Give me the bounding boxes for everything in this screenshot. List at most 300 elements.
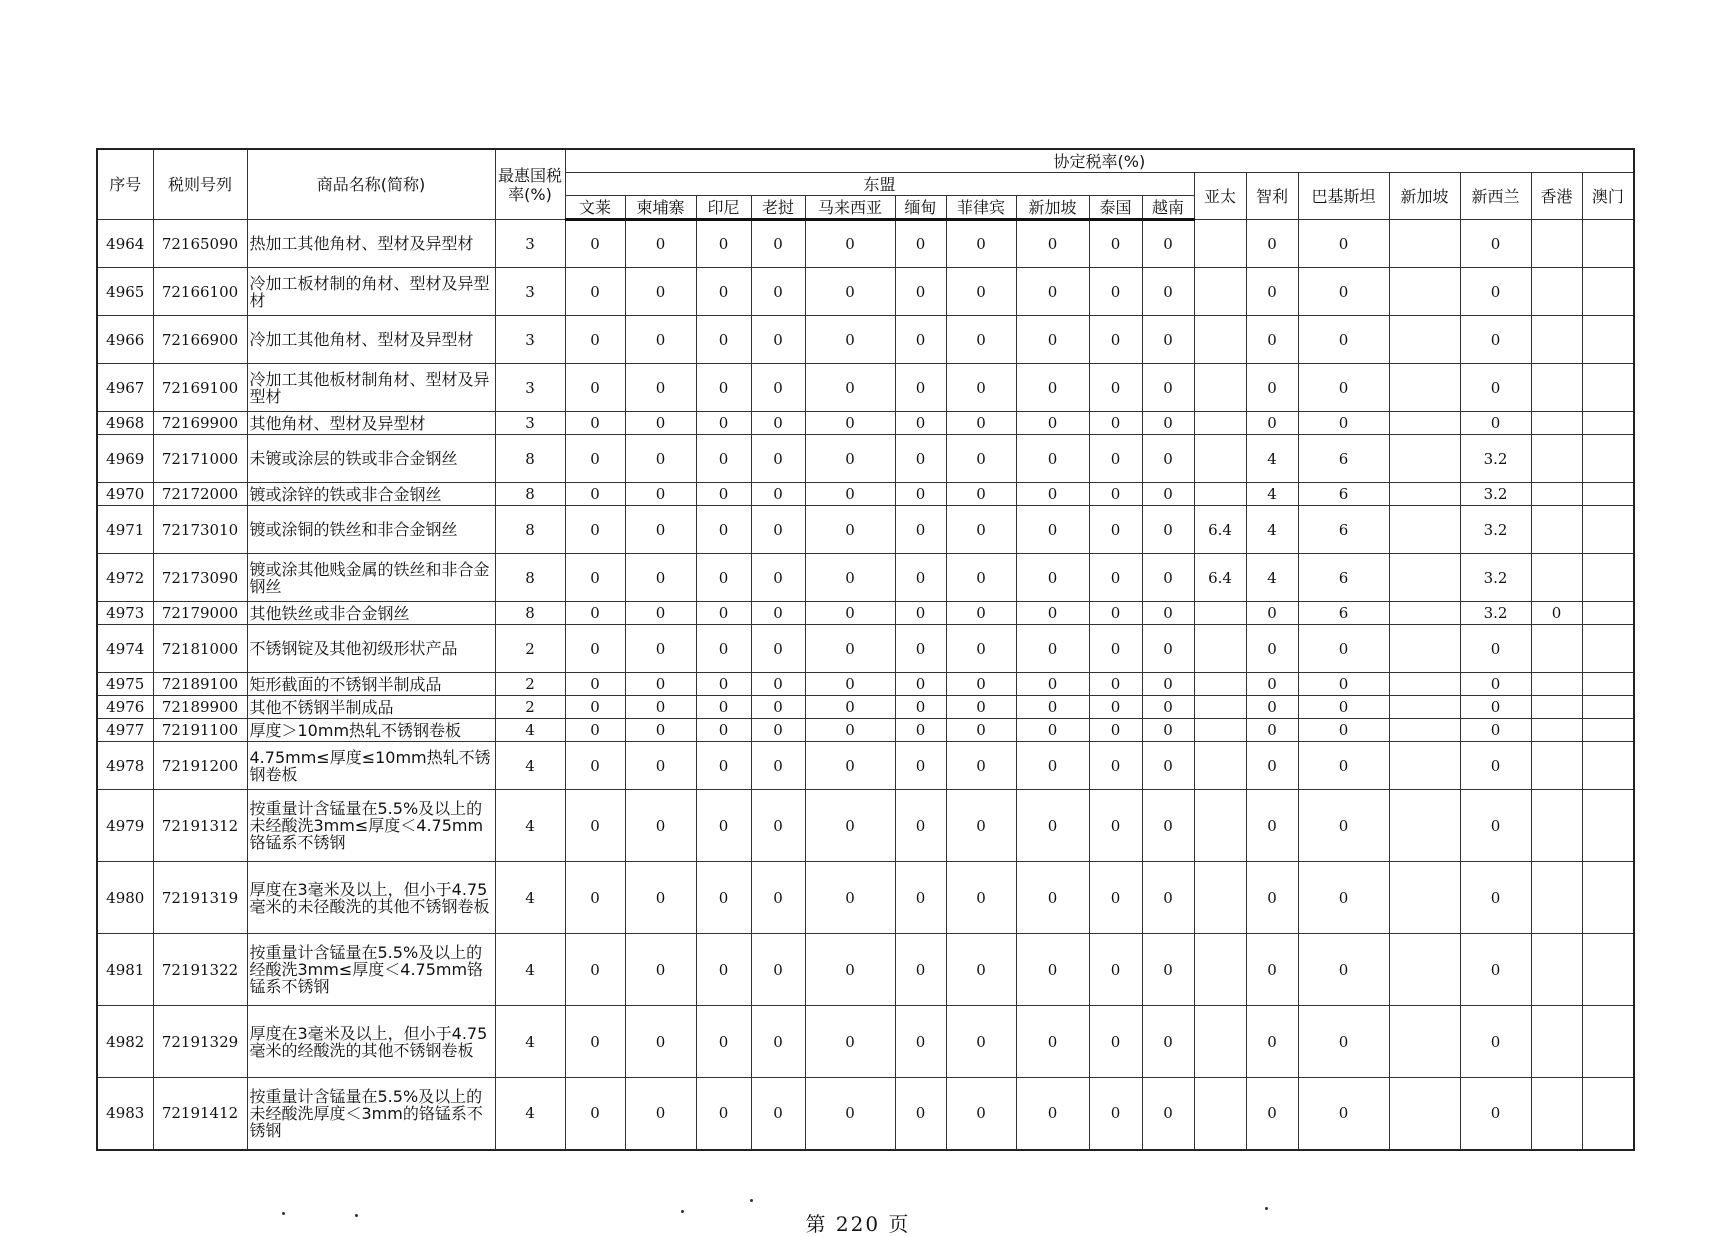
agreement-rate-cell: 3.2 (1460, 483, 1531, 506)
agreement-rate-cell: 4 (1246, 554, 1298, 602)
agreement-rate-cell: 0 (625, 934, 696, 1006)
product-name-cell: 不锈钢锭及其他初级形状产品 (247, 625, 495, 673)
agreement-rate-cell: 0 (1089, 268, 1142, 316)
tariff-code-cell: 72191329 (153, 1006, 247, 1078)
agreement-rate-cell: 0 (751, 602, 805, 625)
agreement-rate-cell: 3.2 (1460, 435, 1531, 483)
header-country: 菲律宾 (946, 196, 1016, 220)
agreement-rate-cell: 0 (1016, 506, 1089, 554)
agreement-rate-cell: 0 (1089, 602, 1142, 625)
agreement-rate-cell: 0 (1016, 602, 1089, 625)
agreement-rate-cell: 0 (696, 483, 751, 506)
agreement-rate-cell: 0 (946, 673, 1016, 696)
agreement-rate-cell: 0 (895, 483, 946, 506)
agreement-rate-cell (1582, 862, 1634, 934)
agreement-rate-cell: 0 (625, 554, 696, 602)
mfn-rate-cell: 4 (495, 790, 565, 862)
tariff-code-cell: 72166100 (153, 268, 247, 316)
scan-speck (750, 1199, 753, 1202)
agreement-rate-cell: 6.4 (1194, 506, 1246, 554)
seq-cell: 4969 (97, 435, 153, 483)
agreement-rate-cell: 0 (805, 790, 895, 862)
agreement-rate-cell: 0 (1246, 220, 1298, 268)
agreement-rate-cell: 0 (805, 719, 895, 742)
agreement-rate-cell: 0 (895, 364, 946, 412)
header-country: 马来西亚 (805, 196, 895, 220)
agreement-rate-cell: 0 (1460, 268, 1531, 316)
agreement-rate-cell: 0 (625, 220, 696, 268)
header-seq: 序号 (97, 149, 153, 220)
agreement-rate-cell: 4 (1246, 483, 1298, 506)
agreement-rate-cell: 0 (895, 316, 946, 364)
agreement-rate-cell: 0 (625, 268, 696, 316)
agreement-rate-cell: 0 (1460, 790, 1531, 862)
header-country: 越南 (1142, 196, 1194, 220)
agreement-rate-cell: 6 (1298, 554, 1389, 602)
mfn-rate-cell: 8 (495, 602, 565, 625)
agreement-rate-cell: 0 (625, 435, 696, 483)
seq-cell: 4965 (97, 268, 153, 316)
agreement-rate-cell: 0 (1460, 625, 1531, 673)
tariff-code-cell: 72172000 (153, 483, 247, 506)
agreement-rate-cell: 0 (1142, 719, 1194, 742)
agreement-rate-cell: 0 (696, 268, 751, 316)
agreement-rate-cell: 0 (565, 625, 625, 673)
agreement-rate-cell: 0 (895, 506, 946, 554)
agreement-rate-cell: 0 (1016, 220, 1089, 268)
agreement-rate-cell (1582, 790, 1634, 862)
agreement-rate-cell: 0 (696, 790, 751, 862)
agreement-rate-cell (1582, 483, 1634, 506)
product-name-cell: 4.75mm≤厚度≤10mm热轧不锈钢卷板 (247, 742, 495, 790)
tariff-code-cell: 72191322 (153, 934, 247, 1006)
agreement-rate-cell (1531, 862, 1582, 934)
agreement-rate-cell: 0 (805, 483, 895, 506)
header-country: 老挝 (751, 196, 805, 220)
agreement-rate-cell: 0 (1142, 742, 1194, 790)
agreement-rate-cell: 0 (565, 506, 625, 554)
agreement-rate-cell: 0 (1246, 364, 1298, 412)
agreement-rate-cell: 0 (1089, 435, 1142, 483)
agreement-rate-cell (1531, 506, 1582, 554)
agreement-rate-cell: 0 (805, 220, 895, 268)
agreement-rate-cell: 0 (1246, 719, 1298, 742)
agreement-rate-cell (1531, 742, 1582, 790)
agreement-rate-cell: 0 (1016, 625, 1089, 673)
agreement-rate-cell: 0 (1142, 934, 1194, 1006)
agreement-rate-cell: 0 (1298, 673, 1389, 696)
agreement-rate-cell: 0 (1298, 412, 1389, 435)
agreement-rate-cell (1194, 673, 1246, 696)
agreement-rate-cell: 0 (1298, 268, 1389, 316)
mfn-rate-cell: 2 (495, 696, 565, 719)
agreement-rate-cell: 0 (1089, 696, 1142, 719)
table-row (97, 268, 1634, 316)
agreement-rate-cell: 0 (1089, 673, 1142, 696)
product-name-cell: 其他铁丝或非合金钢丝 (247, 602, 495, 625)
agreement-rate-cell: 0 (805, 934, 895, 1006)
agreement-rate-cell (1194, 412, 1246, 435)
agreement-rate-cell: 0 (565, 316, 625, 364)
agreement-rate-cell (1582, 934, 1634, 1006)
agreement-rate-cell: 0 (805, 554, 895, 602)
agreement-rate-cell: 0 (946, 719, 1016, 742)
agreement-rate-cell (1582, 364, 1634, 412)
agreement-rate-cell: 0 (751, 625, 805, 673)
agreement-rate-cell: 0 (565, 696, 625, 719)
agreement-rate-cell (1194, 1006, 1246, 1078)
product-name-cell: 镀或涂铜的铁丝和非合金钢丝 (247, 506, 495, 554)
agreement-rate-cell: 0 (1298, 719, 1389, 742)
agreement-rate-cell: 0 (696, 625, 751, 673)
agreement-rate-cell: 0 (696, 673, 751, 696)
agreement-rate-cell (1582, 602, 1634, 625)
agreement-rate-cell (1194, 790, 1246, 862)
product-name-cell: 其他角材、型材及异型材 (247, 412, 495, 435)
agreement-rate-cell (1194, 316, 1246, 364)
agreement-rate-cell: 0 (565, 862, 625, 934)
table-row (97, 742, 1634, 790)
agreement-rate-cell (1582, 412, 1634, 435)
agreement-rate-cell: 0 (751, 435, 805, 483)
agreement-rate-cell: 0 (805, 673, 895, 696)
header-country: 新加坡 (1389, 173, 1460, 220)
header-product-name: 商品名称(简称) (247, 149, 495, 220)
agreement-rate-cell (1531, 625, 1582, 673)
agreement-rate-cell: 0 (1089, 934, 1142, 1006)
agreement-rate-cell: 0 (1142, 268, 1194, 316)
agreement-rate-cell: 0 (565, 364, 625, 412)
agreement-rate-cell: 0 (1246, 934, 1298, 1006)
header-country: 泰国 (1089, 196, 1142, 220)
agreement-rate-cell: 0 (565, 673, 625, 696)
agreement-rate-cell (1582, 742, 1634, 790)
header-country: 亚太 (1194, 173, 1246, 220)
tariff-code-cell: 72169900 (153, 412, 247, 435)
agreement-rate-cell: 0 (1142, 602, 1194, 625)
seq-cell: 4971 (97, 506, 153, 554)
seq-cell: 4980 (97, 862, 153, 934)
tariff-code-cell: 72189100 (153, 673, 247, 696)
agreement-rate-cell: 0 (1142, 483, 1194, 506)
tariff-code-cell: 72166900 (153, 316, 247, 364)
product-name-cell: 矩形截面的不锈钢半制成品 (247, 673, 495, 696)
agreement-rate-cell: 0 (565, 934, 625, 1006)
agreement-rate-cell: 0 (1460, 364, 1531, 412)
agreement-rate-cell: 0 (1089, 625, 1142, 673)
agreement-rate-cell (1531, 483, 1582, 506)
agreement-rate-cell: 6 (1298, 506, 1389, 554)
product-name-cell: 热加工其他角材、型材及异型材 (247, 220, 495, 268)
agreement-rate-cell (1389, 602, 1460, 625)
product-name-cell: 厚度在3毫米及以上，但小于4.75毫米的未径酸洗的其他不锈钢卷板 (247, 862, 495, 934)
agreement-rate-cell: 0 (1460, 719, 1531, 742)
tariff-code-cell: 72171000 (153, 435, 247, 483)
agreement-rate-cell: 0 (1246, 790, 1298, 862)
header-mfn-rate: 最惠国税率(%) (495, 149, 565, 220)
agreement-rate-cell: 0 (625, 506, 696, 554)
agreement-rate-cell: 0 (1016, 1006, 1089, 1078)
agreement-rate-cell: 0 (565, 268, 625, 316)
agreement-rate-cell: 0 (1246, 696, 1298, 719)
mfn-rate-cell: 3 (495, 364, 565, 412)
agreement-rate-cell (1389, 625, 1460, 673)
mfn-rate-cell: 4 (495, 719, 565, 742)
agreement-rate-cell: 0 (625, 1006, 696, 1078)
agreement-rate-cell: 0 (1298, 1006, 1389, 1078)
agreement-rate-cell: 0 (1016, 412, 1089, 435)
agreement-rate-cell: 0 (1016, 483, 1089, 506)
mfn-rate-cell: 4 (495, 1006, 565, 1078)
agreement-rate-cell (1389, 934, 1460, 1006)
agreement-rate-cell: 0 (1016, 268, 1089, 316)
agreement-rate-cell (1389, 1006, 1460, 1078)
table-row (97, 1078, 1634, 1150)
seq-cell: 4968 (97, 412, 153, 435)
agreement-rate-cell (1531, 220, 1582, 268)
agreement-rate-cell: 0 (1142, 696, 1194, 719)
agreement-rate-cell (1389, 696, 1460, 719)
mfn-rate-cell: 4 (495, 1078, 565, 1150)
agreement-rate-cell: 6 (1298, 435, 1389, 483)
agreement-rate-cell: 0 (946, 1006, 1016, 1078)
agreement-rate-cell: 0 (751, 220, 805, 268)
agreement-rate-cell (1194, 696, 1246, 719)
agreement-rate-cell (1194, 742, 1246, 790)
table-row (97, 719, 1634, 742)
agreement-rate-cell: 0 (1089, 483, 1142, 506)
agreement-rate-cell: 0 (805, 602, 895, 625)
agreement-rate-cell: 0 (696, 719, 751, 742)
agreement-rate-cell (1582, 625, 1634, 673)
agreement-rate-cell: 0 (625, 673, 696, 696)
product-name-cell: 未镀或涂层的铁或非合金钢丝 (247, 435, 495, 483)
agreement-rate-cell: 0 (895, 1006, 946, 1078)
agreement-rate-cell: 0 (1298, 790, 1389, 862)
agreement-rate-cell (1389, 364, 1460, 412)
agreement-rate-cell: 0 (805, 625, 895, 673)
agreement-rate-cell: 0 (1460, 673, 1531, 696)
agreement-rate-cell: 0 (1016, 554, 1089, 602)
agreement-rate-cell: 0 (895, 1078, 946, 1150)
agreement-rate-cell (1194, 602, 1246, 625)
agreement-rate-cell: 0 (946, 483, 1016, 506)
seq-cell: 4978 (97, 742, 153, 790)
agreement-rate-cell: 0 (1246, 268, 1298, 316)
agreement-rate-cell: 0 (565, 483, 625, 506)
mfn-rate-cell: 3 (495, 412, 565, 435)
tariff-code-cell: 72173090 (153, 554, 247, 602)
agreement-rate-cell: 0 (895, 862, 946, 934)
product-name-cell: 厚度＞10mm热轧不锈钢卷板 (247, 719, 495, 742)
agreement-rate-cell: 0 (751, 554, 805, 602)
agreement-rate-cell (1389, 719, 1460, 742)
agreement-rate-cell: 0 (1016, 862, 1089, 934)
agreement-rate-cell (1389, 412, 1460, 435)
agreement-rate-cell: 0 (1142, 790, 1194, 862)
agreement-rate-cell (1194, 625, 1246, 673)
table-row (97, 220, 1634, 268)
agreement-rate-cell: 0 (1089, 554, 1142, 602)
agreement-rate-cell: 0 (751, 742, 805, 790)
agreement-rate-cell: 0 (625, 719, 696, 742)
agreement-rate-cell: 0 (895, 742, 946, 790)
agreement-rate-cell: 0 (946, 506, 1016, 554)
agreement-rate-cell: 0 (1298, 862, 1389, 934)
agreement-rate-cell (1531, 790, 1582, 862)
table-row (97, 625, 1634, 673)
agreement-rate-cell: 0 (895, 673, 946, 696)
agreement-rate-cell: 3.2 (1460, 554, 1531, 602)
agreement-rate-cell: 0 (1089, 1006, 1142, 1078)
agreement-rate-cell: 0 (625, 742, 696, 790)
agreement-rate-cell (1531, 1006, 1582, 1078)
agreement-rate-cell: 0 (1298, 934, 1389, 1006)
agreement-rate-cell (1582, 554, 1634, 602)
agreement-rate-cell: 3.2 (1460, 506, 1531, 554)
agreement-rate-cell: 0 (1142, 625, 1194, 673)
table-row (97, 412, 1634, 435)
agreement-rate-cell: 0 (1460, 1078, 1531, 1150)
agreement-rate-cell (1389, 1078, 1460, 1150)
agreement-rate-cell (1194, 364, 1246, 412)
agreement-rate-cell: 0 (1089, 220, 1142, 268)
agreement-rate-cell (1389, 673, 1460, 696)
agreement-rate-cell: 0 (1298, 316, 1389, 364)
scan-speck (681, 1210, 684, 1213)
seq-cell: 4967 (97, 364, 153, 412)
agreement-rate-cell: 0 (625, 790, 696, 862)
agreement-rate-cell: 0 (565, 220, 625, 268)
agreement-rate-cell: 0 (751, 316, 805, 364)
agreement-rate-cell (1531, 673, 1582, 696)
tariff-code-cell: 72179000 (153, 602, 247, 625)
agreement-rate-cell: 0 (1246, 1078, 1298, 1150)
header-country: 缅甸 (895, 196, 946, 220)
agreement-rate-cell: 0 (805, 412, 895, 435)
agreement-rate-cell (1389, 742, 1460, 790)
agreement-rate-cell: 0 (696, 1078, 751, 1150)
agreement-rate-cell (1194, 435, 1246, 483)
agreement-rate-cell: 0 (696, 220, 751, 268)
agreement-rate-cell: 0 (946, 220, 1016, 268)
table-body (97, 220, 1634, 1150)
mfn-rate-cell: 8 (495, 554, 565, 602)
agreement-rate-cell: 4 (1246, 506, 1298, 554)
agreement-rate-cell: 4 (1246, 435, 1298, 483)
agreement-rate-cell (1531, 316, 1582, 364)
agreement-rate-cell: 6 (1298, 483, 1389, 506)
mfn-rate-cell: 2 (495, 673, 565, 696)
agreement-rate-cell: 0 (751, 1078, 805, 1150)
agreement-rate-cell: 0 (625, 364, 696, 412)
mfn-rate-cell: 4 (495, 934, 565, 1006)
agreement-rate-cell (1531, 412, 1582, 435)
agreement-rate-cell: 0 (565, 1078, 625, 1150)
agreement-rate-cell: 0 (895, 435, 946, 483)
agreement-rate-cell (1582, 673, 1634, 696)
mfn-rate-cell: 4 (495, 862, 565, 934)
table-row (97, 696, 1634, 719)
agreement-rate-cell: 0 (565, 602, 625, 625)
tariff-code-cell: 72173010 (153, 506, 247, 554)
agreement-rate-cell: 0 (1016, 934, 1089, 1006)
tariff-code-cell: 72189900 (153, 696, 247, 719)
seq-cell: 4970 (97, 483, 153, 506)
agreement-rate-cell (1531, 1078, 1582, 1150)
agreement-rate-cell: 0 (696, 862, 751, 934)
tariff-code-cell: 72191412 (153, 1078, 247, 1150)
agreement-rate-cell: 0 (805, 742, 895, 790)
agreement-rate-cell: 0 (565, 1006, 625, 1078)
table-row (97, 790, 1634, 862)
agreement-rate-cell: 0 (805, 268, 895, 316)
seq-cell: 4975 (97, 673, 153, 696)
agreement-rate-cell (1389, 554, 1460, 602)
agreement-rate-cell (1531, 934, 1582, 1006)
agreement-rate-cell (1582, 220, 1634, 268)
table-row (97, 602, 1634, 625)
agreement-rate-cell: 0 (1089, 506, 1142, 554)
agreement-rate-cell: 0 (625, 483, 696, 506)
agreement-rate-cell: 0 (946, 696, 1016, 719)
header-country: 智利 (1246, 173, 1298, 220)
mfn-rate-cell: 4 (495, 742, 565, 790)
agreement-rate-cell: 0 (751, 696, 805, 719)
agreement-rate-cell: 0 (895, 719, 946, 742)
agreement-rate-cell (1531, 364, 1582, 412)
agreement-rate-cell: 0 (1246, 412, 1298, 435)
table-row (97, 673, 1634, 696)
seq-cell: 4973 (97, 602, 153, 625)
agreement-rate-cell: 0 (565, 412, 625, 435)
agreement-rate-cell: 0 (696, 742, 751, 790)
product-name-cell: 厚度在3毫米及以上，但小于4.75毫米的经酸洗的其他不锈钢卷板 (247, 1006, 495, 1078)
agreement-rate-cell: 0 (1460, 862, 1531, 934)
agreement-rate-cell (1389, 316, 1460, 364)
table-row (97, 435, 1634, 483)
agreement-rate-cell: 0 (805, 1006, 895, 1078)
agreement-rate-cell: 0 (696, 435, 751, 483)
agreement-rate-cell: 0 (1089, 742, 1142, 790)
seq-cell: 4979 (97, 790, 153, 862)
agreement-rate-cell: 0 (895, 412, 946, 435)
agreement-rate-cell: 0 (1460, 696, 1531, 719)
agreement-rate-cell: 0 (1460, 412, 1531, 435)
header-country: 文莱 (565, 196, 625, 220)
agreement-rate-cell: 0 (1298, 696, 1389, 719)
agreement-rate-cell: 0 (895, 696, 946, 719)
agreement-rate-cell: 0 (895, 934, 946, 1006)
agreement-rate-cell: 0 (1016, 790, 1089, 862)
agreement-rate-cell: 0 (1016, 742, 1089, 790)
agreement-rate-cell (1194, 220, 1246, 268)
agreement-rate-cell: 0 (696, 364, 751, 412)
agreement-rate-cell: 0 (1089, 862, 1142, 934)
agreement-rate-cell: 0 (946, 1078, 1016, 1150)
product-name-cell: 冷加工板材制的角材、型材及异型材 (247, 268, 495, 316)
agreement-rate-cell: 0 (946, 862, 1016, 934)
mfn-rate-cell: 8 (495, 435, 565, 483)
agreement-rate-cell: 0 (895, 268, 946, 316)
mfn-rate-cell: 3 (495, 268, 565, 316)
header-tariff-code: 税则号列 (153, 149, 247, 220)
agreement-rate-cell: 3.2 (1460, 602, 1531, 625)
seq-cell: 4982 (97, 1006, 153, 1078)
product-name-cell: 按重量计含锰量在5.5%及以上的未经酸洗3mm≤厚度＜4.75mm铬锰系不锈钢 (247, 790, 495, 862)
agreement-rate-cell: 0 (751, 412, 805, 435)
agreement-rate-cell: 0 (625, 696, 696, 719)
